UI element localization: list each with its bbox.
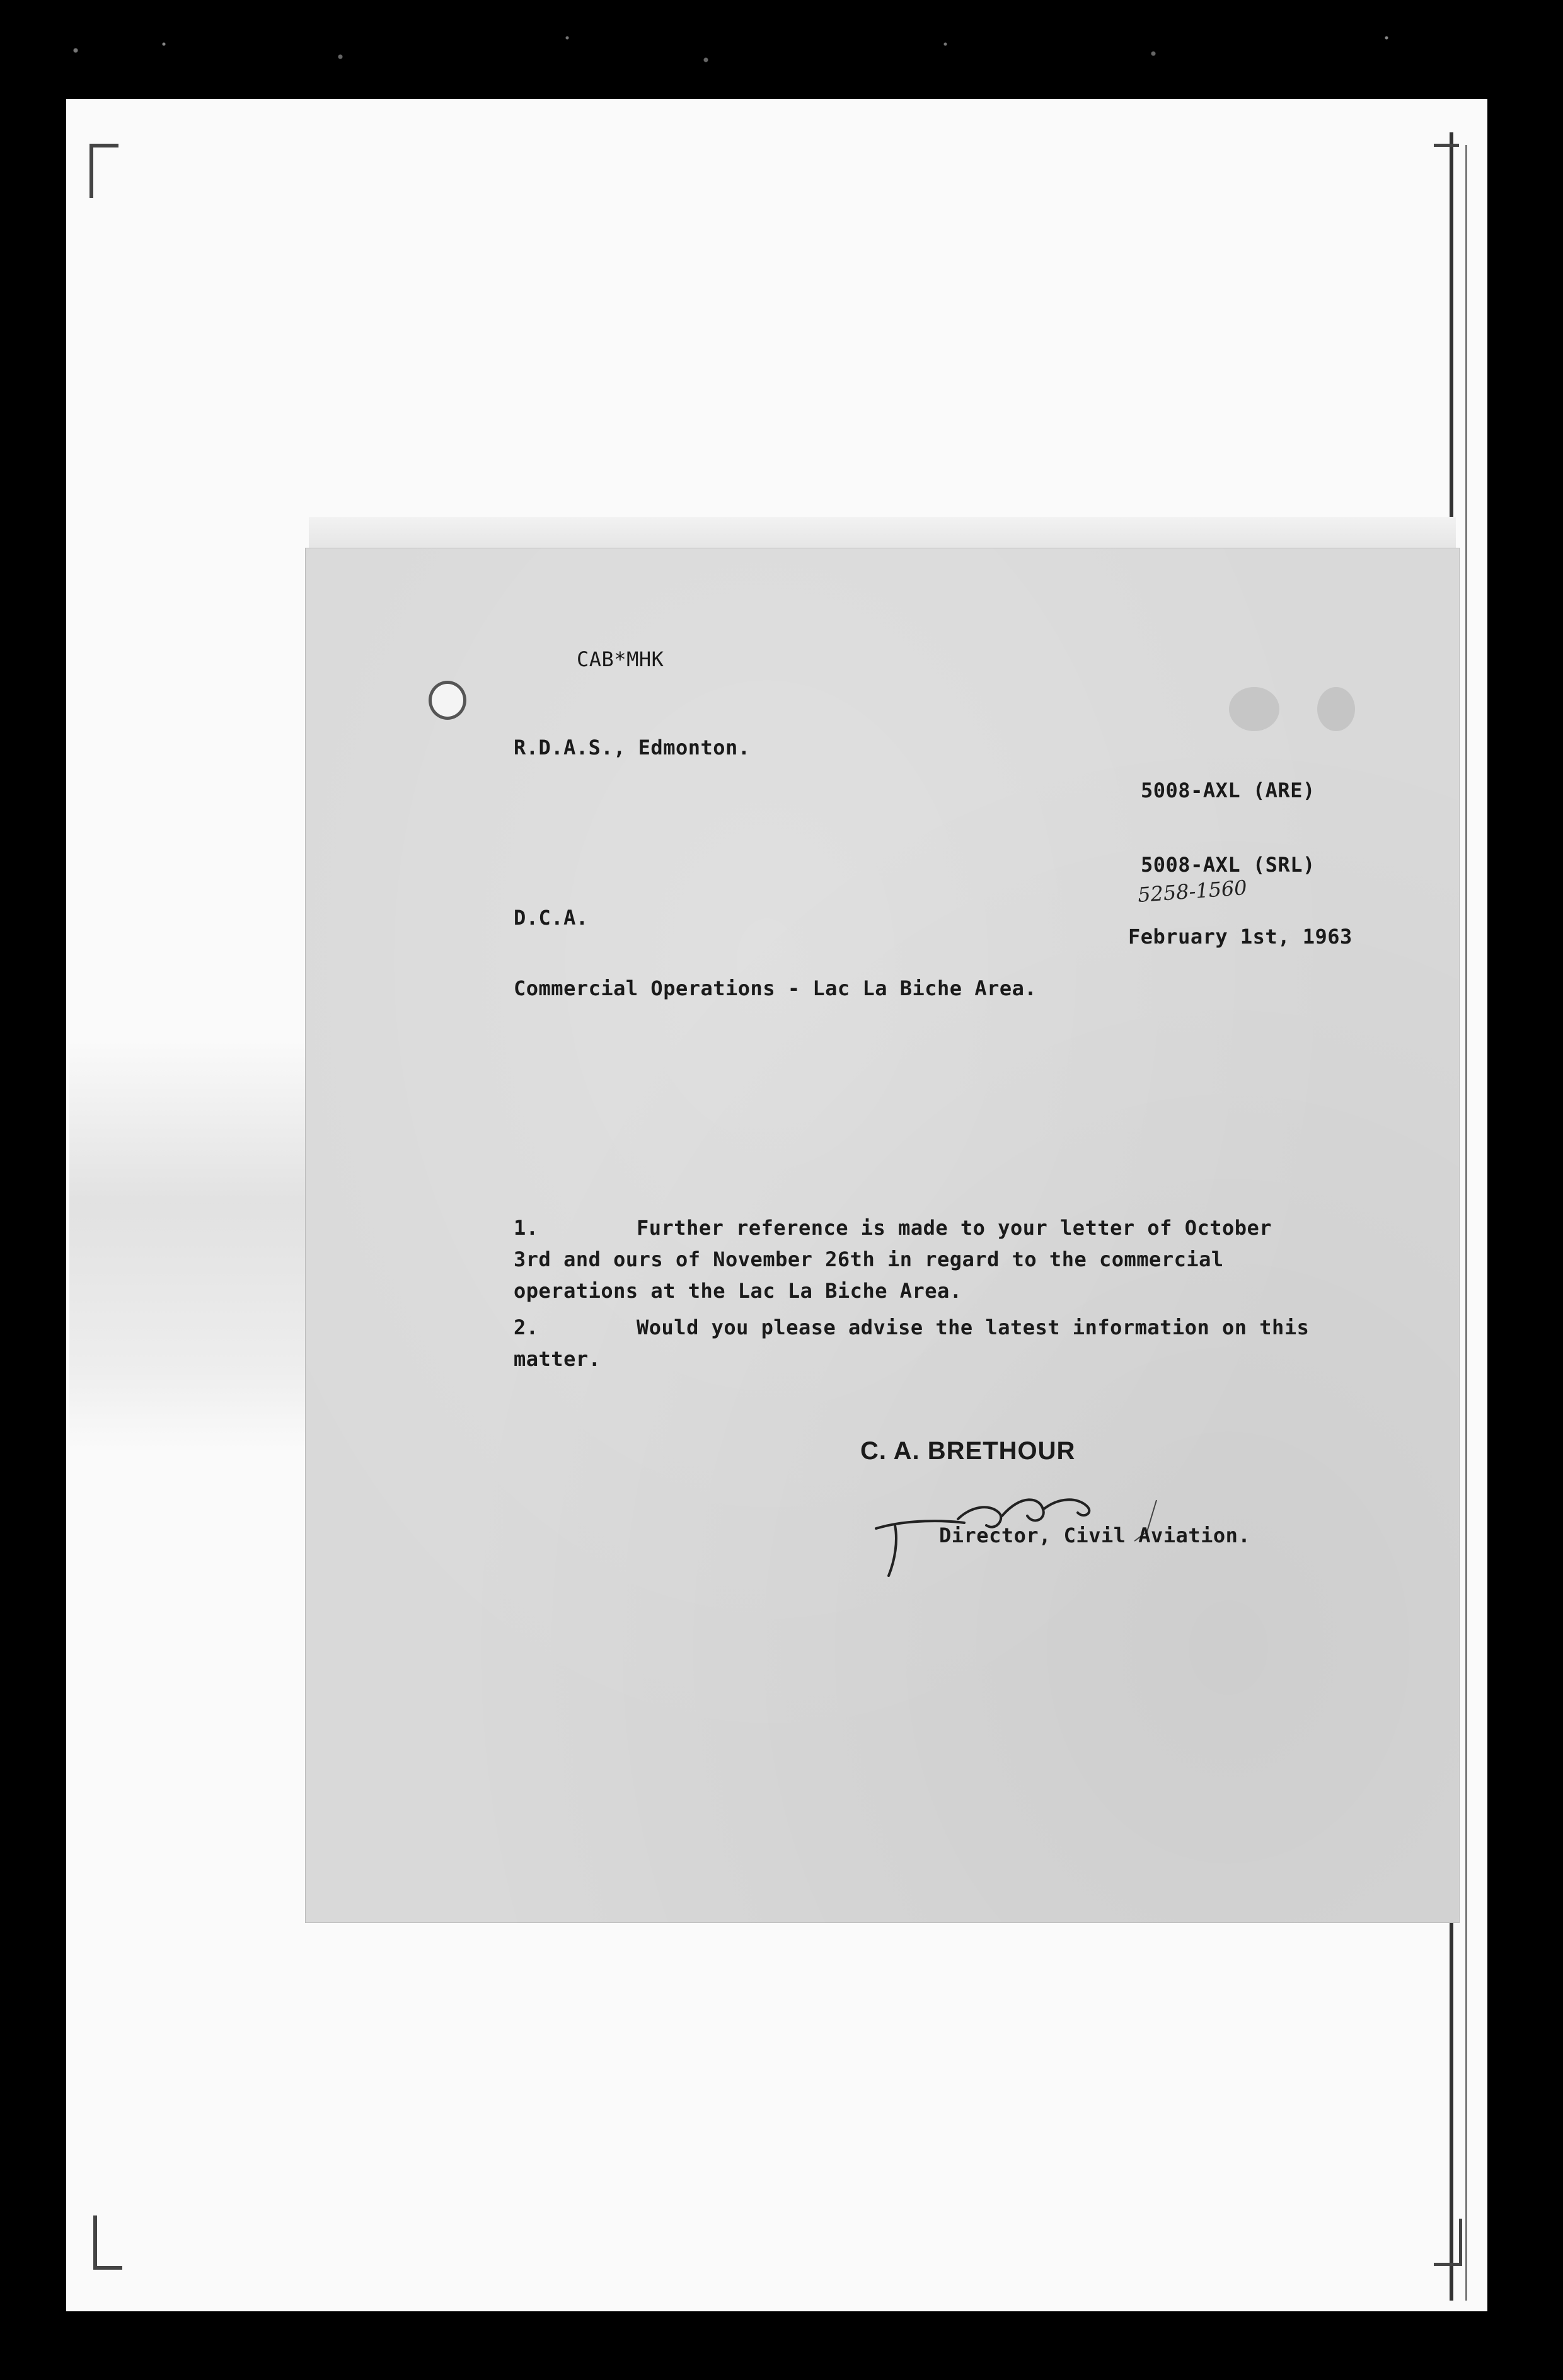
mount-stain [69,1040,334,1450]
addressee: R.D.A.S., Edmonton. [514,736,751,760]
paragraph-line: Further reference is made to your letter of October [637,1216,1272,1240]
film-border-speckle [0,0,1563,101]
mount-edge-inner [1465,145,1467,2301]
crop-mark-top-left [89,144,118,198]
smudge [1229,687,1279,731]
paragraph-line: Would you please advise the latest information on this [637,1315,1310,1339]
crop-mark-bottom-left [93,2215,122,2270]
subject-line: Commercial Operations - Lac La Biche Area. [514,976,1037,1000]
signatory-name-stamp: C. A. BRETHOUR [860,1437,1076,1465]
paper-fold [309,517,1456,552]
crop-mark-top-right [1434,144,1459,154]
reference-initials: CAB*MHK [577,647,664,671]
punch-hole [429,681,466,720]
paragraph-line: 3rd and ours of November 26th in regard to the commercial [514,1247,1224,1271]
file-reference-1: 5008-AXL (ARE) [1141,778,1315,802]
crop-mark-bottom-right [1434,2219,1462,2266]
file-reference-2: 5008-AXL (SRL) [1141,853,1315,877]
paragraph-line: operations at the Lac La Biche Area. [514,1279,962,1303]
paragraph-line: matter. [514,1347,601,1371]
smudge [1317,687,1355,731]
signatory-title: Director, Civil Aviation. [939,1523,1251,1547]
handwritten-reference: 5258-1560 [1136,875,1248,908]
paragraph-number: 1. [514,1216,539,1240]
sender: D.C.A. [514,906,589,930]
paragraph-number: 2. [514,1315,539,1339]
letter-date: February 1st, 1963 [1128,925,1352,949]
